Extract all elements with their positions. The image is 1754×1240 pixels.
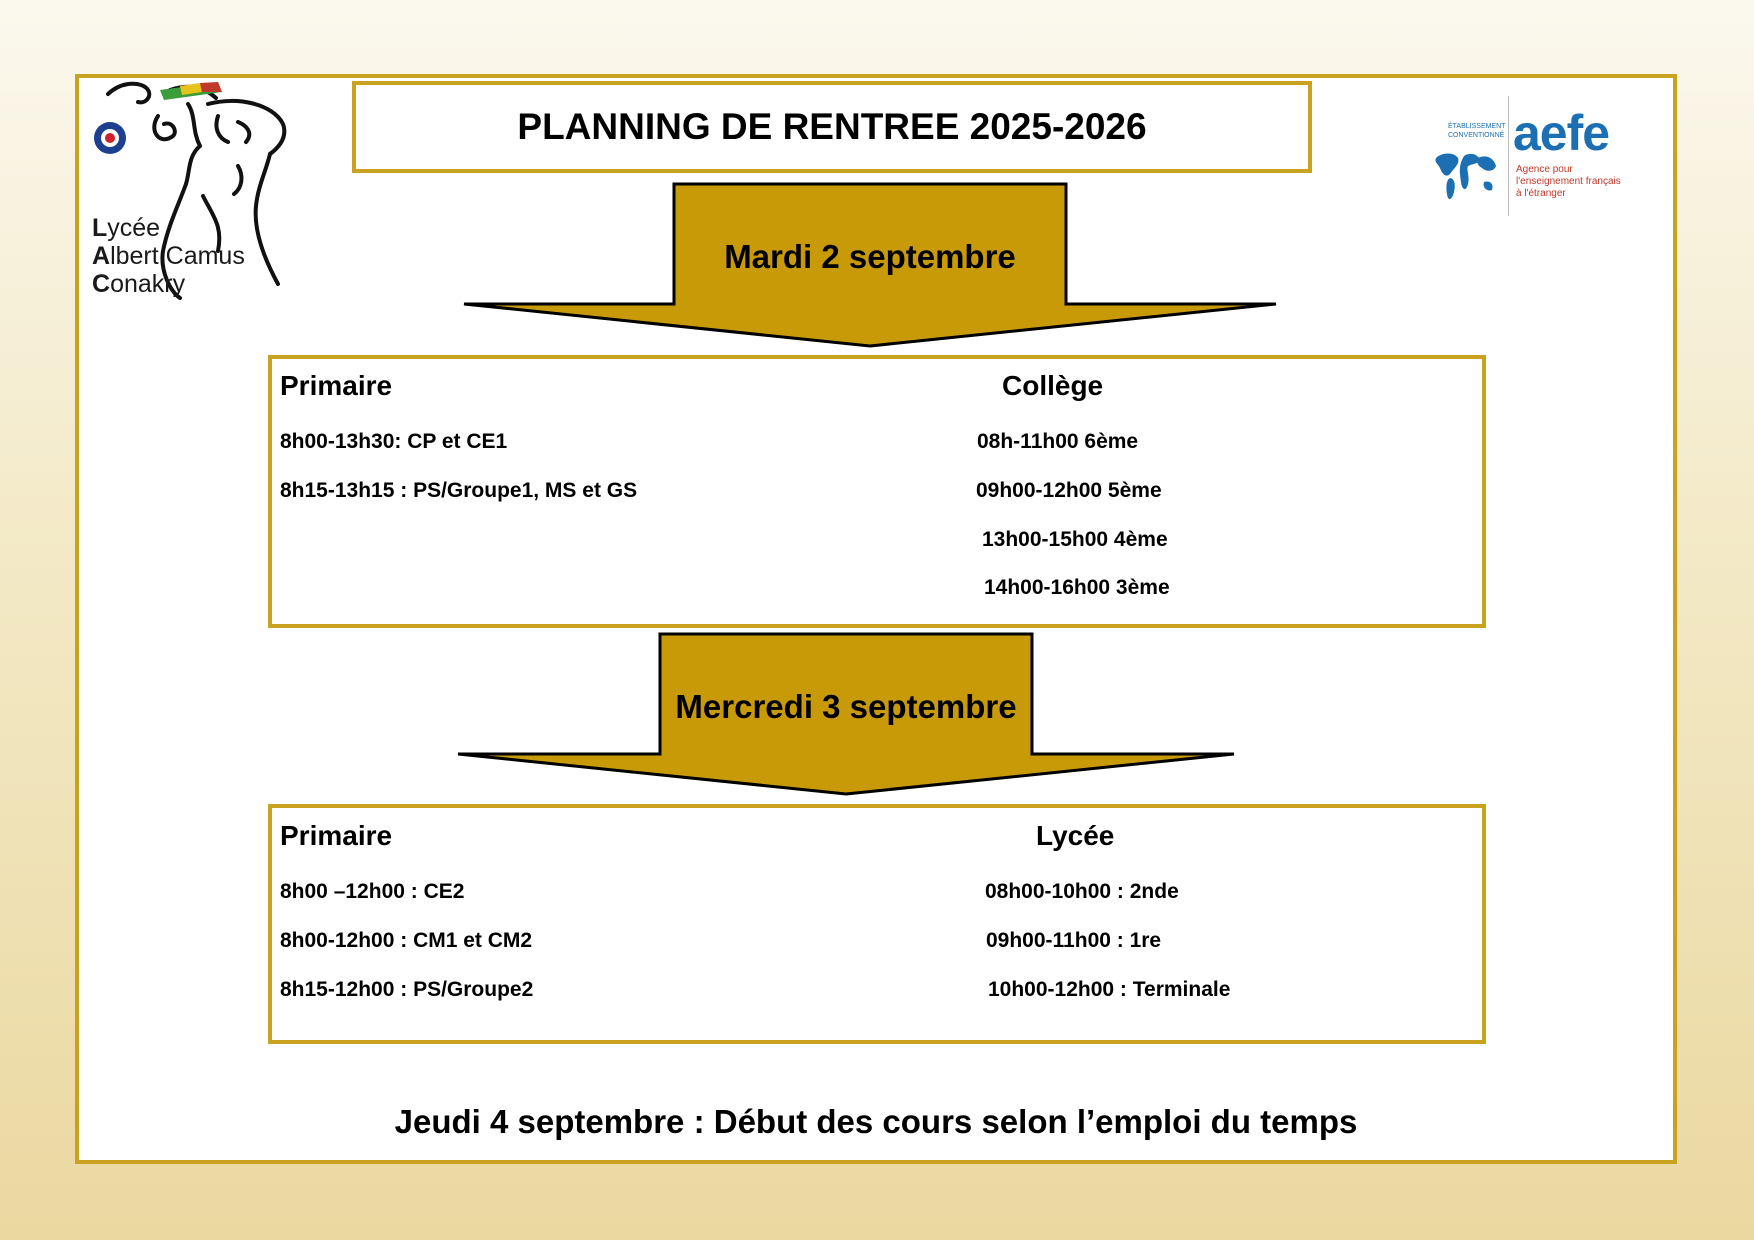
school-logo-line-3: Conakry	[92, 270, 186, 298]
day2-schedule-box	[268, 804, 1486, 1044]
aefe-logo-subtitle: Agence pour l'enseignement français à l'étranger	[1516, 164, 1621, 199]
day2-primaire-heading: Primaire	[280, 820, 393, 851]
day1-primaire-heading: Primaire	[280, 370, 393, 401]
world-map-icon	[1432, 148, 1498, 206]
day2-date-label: Mercredi 3 septembre	[675, 688, 1017, 725]
school-logo-line-1: Lycée	[92, 214, 161, 242]
aefe-divider	[1508, 96, 1509, 216]
day1-date-label: Mardi 2 septembre	[724, 238, 1016, 275]
day2-primaire-line-3: 8h15-12h00 : PS/Groupe2	[280, 978, 534, 1001]
day1-college-line-1: 08h-11h00 6ème	[977, 430, 1139, 453]
day2-primaire-line-2: 8h00-12h00 : CM1 et CM2	[280, 929, 533, 952]
day1-primaire-line-2: 8h15-13h15 : PS/Groupe1, MS et GS	[280, 479, 638, 502]
school-logo-text	[92, 214, 245, 298]
day2-lycee-line-2: 09h00-11h00 : 1re	[986, 929, 1162, 952]
day1-college-line-3: 13h00-15h00 4ème	[982, 528, 1168, 551]
day1-college-heading: Collège	[1002, 370, 1104, 401]
day2-lycee-line-1: 08h00-10h00 : 2nde	[985, 880, 1179, 903]
page-title: PLANNING DE RENTREE 2025-2026	[352, 81, 1312, 173]
day1-primaire-line-1: 8h00-13h30: CP et CE1	[280, 430, 508, 453]
day2-lycee-line-3: 10h00-12h00 : Terminale	[988, 978, 1231, 1001]
day2-primaire-line-1: 8h00 –12h00 : CE2	[280, 880, 465, 903]
school-logo-line-2: Albert Camus	[92, 242, 245, 270]
day1-college-line-4: 14h00-16h00 3ème	[984, 576, 1170, 599]
aefe-logo-tag: ÉTABLISSEMENT CONVENTIONNÉ	[1448, 123, 1506, 139]
day1-college-line-2: 09h00-12h00 5ème	[976, 479, 1162, 502]
day2-lycee-heading: Lycée	[1036, 820, 1115, 851]
aefe-wordmark: aefe	[1513, 105, 1610, 161]
footer-note: Jeudi 4 septembre : Début des cours selon l’emploi du temps	[394, 1103, 1358, 1140]
